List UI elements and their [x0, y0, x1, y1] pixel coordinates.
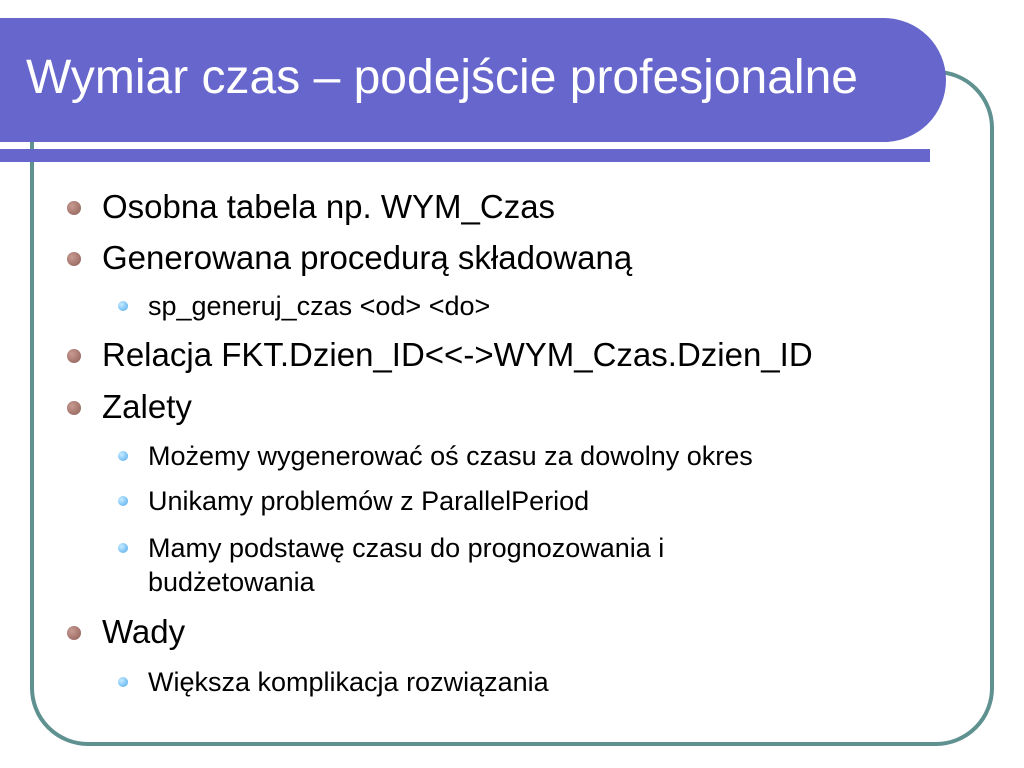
sub-bullet-dot: [118, 543, 128, 553]
bullet-1: Osobna tabela np. WYM_Czas: [102, 188, 556, 225]
slide-title: Wymiar czas – podejście profesjonalne: [26, 51, 858, 104]
bullet-dot: [67, 252, 81, 266]
bullet-dot: [67, 401, 81, 415]
sub-bullet-5: Większa komplikacja rozwiązania: [148, 667, 549, 697]
bullet-5: Wady: [102, 613, 186, 650]
bullet-dot: [67, 626, 81, 640]
sub-bullet-dot: [118, 496, 128, 506]
sub-bullet-4-line-1: Mamy podstawę czasu do prognozowania i: [148, 533, 665, 563]
bullet-dot: [67, 201, 81, 215]
sub-bullet-dot: [118, 301, 128, 311]
sub-bullet-dot: [118, 677, 128, 687]
bullet-2: Generowana procedurą składowaną: [102, 239, 633, 276]
bullet-dot: [67, 349, 81, 363]
sub-bullet-2: Możemy wygenerować oś czasu za dowolny okres: [148, 441, 753, 471]
bullet-3: Relacja FKT.Dzien_ID<<->WYM_Czas.Dzien_ID: [102, 336, 813, 373]
sub-bullet-3: Unikamy problemów z ParallelPeriod: [148, 486, 590, 516]
sub-bullet-dot: [118, 451, 128, 461]
sub-bullet-4-line-2: budżetowania: [148, 567, 315, 597]
sub-bullet-1: sp_generuj_czas <od> <do>: [148, 291, 491, 321]
bullet-4: Zalety: [102, 388, 192, 425]
